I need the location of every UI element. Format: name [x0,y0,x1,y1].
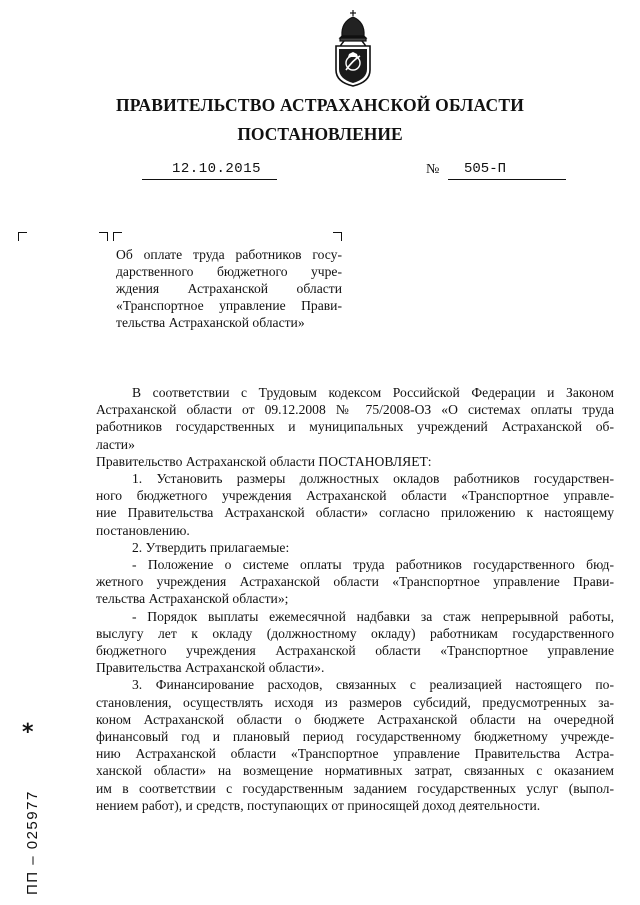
document-date: 12.10.2015 [172,161,262,177]
clause-3-line: 3. Финансирование расходов, связанных с реализацией настоящего по- [132,677,614,693]
subject-line: «Транспортное управление Прави- [116,298,342,313]
preamble-line: работников государственных и муниципальных учреждений Астраханской об- [96,419,614,435]
number-sign: № [426,162,440,177]
clause-2b-line: Правительства Астраханской области». [96,660,325,676]
margin-stamp-code: ПП – 025977 [24,790,41,895]
margin-corner-mark [18,232,27,241]
clause-1-line: 1. Установить размеры должностных окладов работников государствен- [132,471,614,487]
clause-2a-line: - Положение о системе оплаты труда работников государственного бюд- [132,557,614,573]
subject-line: тельства Астраханской области» [116,315,305,330]
document-type-title: ПОСТАНОВЛЕНИЕ [237,124,403,144]
subject-line: дарственного бюджетного учре- [116,264,342,279]
margin-stamp-mark: * [22,720,34,745]
clause-1-line: постановлению. [96,522,190,538]
clause-2b-line: бюджетного учреждения Астраханской области «Транспортное управление [96,643,614,659]
document-number-field [448,161,566,180]
subject-corner-right [333,232,342,241]
clause-3-line: финансовый год и плановый период государственному бюджетному учрежде- [96,729,614,745]
clause-2-line: 2. Утвердить прилагаемые: [132,539,290,555]
clause-2a-line: жетного учреждения Астраханской области «Транспортное управление Прави- [96,574,614,590]
clause-2b-line: выслугу лет к окладу (должностному окладу) работникам государственного [96,625,614,641]
subject-line: ждения Астраханской области [116,281,342,296]
preamble-line: В соответствии с Трудовым кодексом Российской Федерации и Законом [132,385,614,400]
decree-statement: Правительство Астраханской области ПОСТАНОВЛЯЕТ: [96,453,432,469]
government-title: ПРАВИТЕЛЬСТВО АСТРАХАНСКОЙ ОБЛАСТИ [115,95,525,115]
subject-corner-left-a [99,232,108,241]
clause-1-line: ного бюджетного учреждения Астраханской области «Транспортное управле- [96,488,614,504]
preamble-line: ласти» [96,436,135,452]
clause-3-line: становления, осуществлять исходя из размеров субсидий, предусмотренных за- [96,694,614,710]
subject-line: Об оплате труда работников госу- [116,247,342,262]
clause-1-line: ние Правительства Астраханской области» согласно приложению к настоящему [96,505,614,521]
document-number: 505-П [464,161,507,177]
document-date-field [142,161,277,180]
clause-3-line: им в соответствии с государственным заданием государственных услуг (выпол- [96,780,614,796]
clause-2b-line: - Порядок выплаты ежемесячной надбавки за стаж непрерывной работы, [132,608,614,624]
subject-corner-left-b [113,232,122,241]
document-body [96,384,614,814]
coat-of-arms-emblem [328,8,378,88]
clause-3-line: нию Астраханской области «Транспортное управление Правительства Астра- [96,746,614,762]
clause-3-line: нением работ), и средств, поступающих от приносящей доход деятельности. [96,797,541,813]
clause-3-line: коном Астраханской области о бюджете Астраханской области на очередной [96,711,614,727]
clause-3-line: ханской области» на возмещение нормативных затрат, связанных с оказанием [96,763,614,779]
document-subject [116,246,342,331]
preamble-line: Астраханской области от 09.12.2008 № 75/2008-ОЗ «О системах оплаты труда [96,402,614,418]
clause-2a-line: тельства Астраханской области»; [96,591,289,607]
